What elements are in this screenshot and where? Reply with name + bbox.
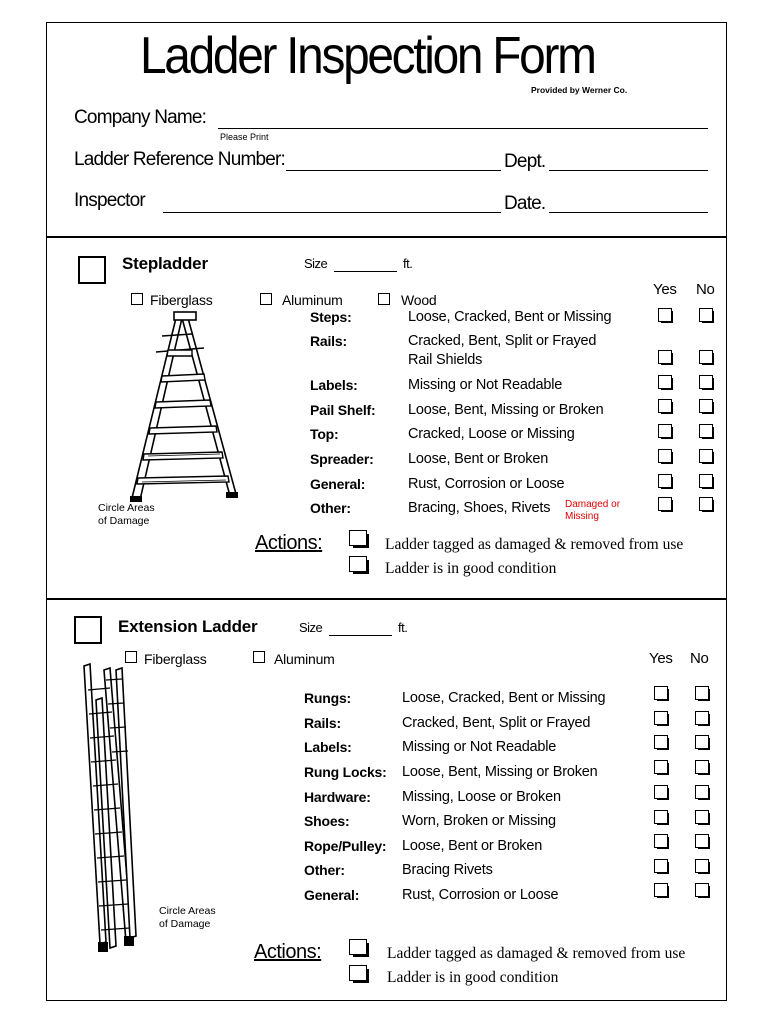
rails-no-checkbox[interactable] [699,350,714,365]
extension-row-desc: Worn, Broken or Missing [402,813,556,829]
inspector-label: Inspector [74,190,145,211]
ext-aluminum-label: Aluminum [274,651,335,667]
extension-damaged-checkbox[interactable] [349,939,369,957]
labels-yes-checkbox[interactable] [658,375,673,390]
ext-yes-column-header: Yes [649,650,673,667]
stepladder-actions-label: Actions: [255,532,323,554]
stepladder-row-label: Rails: [310,333,347,349]
extension-good-checkbox[interactable] [349,965,369,983]
extension-section-checkbox[interactable] [74,616,102,644]
rails-yes-checkbox[interactable] [658,350,673,365]
extension-action-good: Ladder is in good condition [387,969,559,986]
stepladder-action-damaged: Ladder tagged as damaged & removed from use [385,536,684,553]
extension-row-desc: Loose, Bent, Missing or Broken [402,764,598,780]
ext-fiberglass-label: Fiberglass [144,651,207,667]
spreader-yes-checkbox[interactable] [658,449,673,464]
section-divider [46,236,727,238]
stepladder-row-desc: Rust, Corrosion or Loose [408,476,565,492]
date-field[interactable] [549,212,708,213]
rungs-no-checkbox[interactable] [695,686,710,701]
general-no-checkbox[interactable] [699,474,714,489]
extension-row-desc: Missing, Loose or Broken [402,789,561,805]
extension-row-desc: Loose, Cracked, Bent or Missing [402,690,606,706]
stepladder-row-desc: Bracing, Shoes, Rivets [408,500,551,516]
dept-label: Dept. [504,151,546,172]
wood-label: Wood [401,292,437,308]
ext-labels-no-checkbox[interactable] [695,735,710,750]
fiberglass-label: Fiberglass [150,292,213,308]
stepladder-row-desc: Loose, Cracked, Bent or Missing [408,309,612,325]
ladder-reference-label: Ladder Reference Number: [74,149,286,170]
rope-pulley-yes-checkbox[interactable] [654,834,669,849]
stepladder-section-checkbox[interactable] [78,256,106,284]
ext-rails-no-checkbox[interactable] [695,711,710,726]
stepladder-row-desc: Cracked, Bent, Split or Frayed [408,333,597,349]
aluminum-label: Aluminum [282,292,343,308]
rung-locks-yes-checkbox[interactable] [654,760,669,775]
aluminum-checkbox[interactable] [260,293,272,305]
please-print-hint: Please Print [220,132,269,142]
ext-aluminum-checkbox[interactable] [253,651,265,663]
extension-title: Extension Ladder [118,617,258,636]
extension-row-label: Other: [304,862,345,878]
ext-other-yes-checkbox[interactable] [654,859,669,874]
hardware-no-checkbox[interactable] [695,785,710,800]
extension-row-label: Shoes: [304,813,350,829]
extension-row-desc: Missing or Not Readable [402,739,557,755]
pail-shelf-yes-checkbox[interactable] [658,399,673,414]
company-name-field[interactable] [218,128,708,129]
extension-row-desc: Cracked, Bent, Split or Frayed [402,715,591,731]
extension-row-label: Rope/Pulley: [304,838,387,854]
extension-size-field[interactable] [329,635,392,636]
damage-note-line1: Damaged or [565,499,621,510]
extension-row-label: Rung Locks: [304,764,387,780]
stepladder-row-label: Pail Shelf: [310,402,376,418]
stepladder-circle-areas-line2: of Damage [98,515,150,527]
company-name-label: Company Name: [74,107,207,128]
extension-row-desc: Rust, Corrosion or Loose [402,887,559,903]
damage-note-line2: Missing [565,511,599,522]
pail-shelf-no-checkbox[interactable] [699,399,714,414]
wood-checkbox[interactable] [378,293,390,305]
general-yes-checkbox[interactable] [658,474,673,489]
extension-row-label: General: [304,887,360,903]
ext-no-column-header: No [690,650,709,667]
stepladder-title: Stepladder [122,254,208,273]
rung-locks-no-checkbox[interactable] [695,760,710,775]
extension-row-label: Rails: [304,715,341,731]
extension-circle-areas-line1: Circle Areas [159,905,216,917]
steps-yes-checkbox[interactable] [658,308,673,323]
extension-ladder-illustration [82,660,142,956]
extension-row-label: Hardware: [304,789,371,805]
stepladder-size-label: Size [304,256,328,271]
stepladder-row-label: Labels: [310,377,358,393]
labels-no-checkbox[interactable] [699,375,714,390]
ext-general-yes-checkbox[interactable] [654,883,669,898]
form-title: Ladder Inspection Form [140,27,595,85]
stepladder-row-desc: Missing or Not Readable [408,377,563,393]
stepladder-row-label: Other: [310,500,351,516]
extension-row-label: Rungs: [304,690,352,706]
stepladder-row-label: Spreader: [310,451,374,467]
other-no-checkbox[interactable] [699,497,714,512]
extension-row-desc: Bracing Rivets [402,862,493,878]
stepladder-row-label: Top: [310,426,339,442]
extension-actions-label: Actions: [254,941,322,963]
rope-pulley-no-checkbox[interactable] [695,834,710,849]
stepladder-illustration [118,310,238,506]
stepladder-size-unit: ft. [403,256,413,271]
stepladder-damaged-checkbox[interactable] [349,530,369,548]
yes-column-header: Yes [653,281,677,298]
stepladder-row-label: Steps: [310,309,352,325]
spreader-no-checkbox[interactable] [699,449,714,464]
stepladder-row-desc: Loose, Bent or Broken [408,451,549,467]
no-column-header: No [696,281,715,298]
extension-size-unit: ft. [398,620,408,635]
top-no-checkbox[interactable] [699,424,714,439]
stepladder-row-desc: Loose, Bent, Missing or Broken [408,402,604,418]
stepladder-size-field[interactable] [334,271,397,272]
dept-field[interactable] [549,170,708,171]
section-divider [46,598,727,600]
extension-action-damaged: Ladder tagged as damaged & removed from use [387,945,686,962]
extension-row-desc: Loose, Bent or Broken [402,838,543,854]
date-label: Date. [504,193,546,214]
shoes-yes-checkbox[interactable] [654,810,669,825]
extension-circle-areas-line2: of Damage [159,918,211,930]
top-yes-checkbox[interactable] [658,424,673,439]
ext-general-no-checkbox[interactable] [695,883,710,898]
stepladder-action-good: Ladder is in good condition [385,560,557,577]
stepladder-row-desc-cont: Rail Shields [408,352,483,368]
ext-fiberglass-checkbox[interactable] [125,651,137,663]
shoes-no-checkbox[interactable] [695,810,710,825]
steps-no-checkbox[interactable] [699,308,714,323]
extension-row-label: Labels: [304,739,352,755]
ext-other-no-checkbox[interactable] [695,859,710,874]
stepladder-row-label: General: [310,476,366,492]
extension-size-label: Size [299,620,323,635]
fiberglass-checkbox[interactable] [131,293,143,305]
ladder-reference-field[interactable] [286,170,501,171]
stepladder-row-desc: Cracked, Loose or Missing [408,426,575,442]
hardware-yes-checkbox[interactable] [654,785,669,800]
ext-rails-yes-checkbox[interactable] [654,711,669,726]
other-yes-checkbox[interactable] [658,497,673,512]
ext-labels-yes-checkbox[interactable] [654,735,669,750]
stepladder-circle-areas-line1: Circle Areas [98,502,155,514]
inspector-field[interactable] [163,212,501,213]
stepladder-good-checkbox[interactable] [349,556,369,574]
rungs-yes-checkbox[interactable] [654,686,669,701]
form-subtitle: Provided by Werner Co. [531,85,628,95]
